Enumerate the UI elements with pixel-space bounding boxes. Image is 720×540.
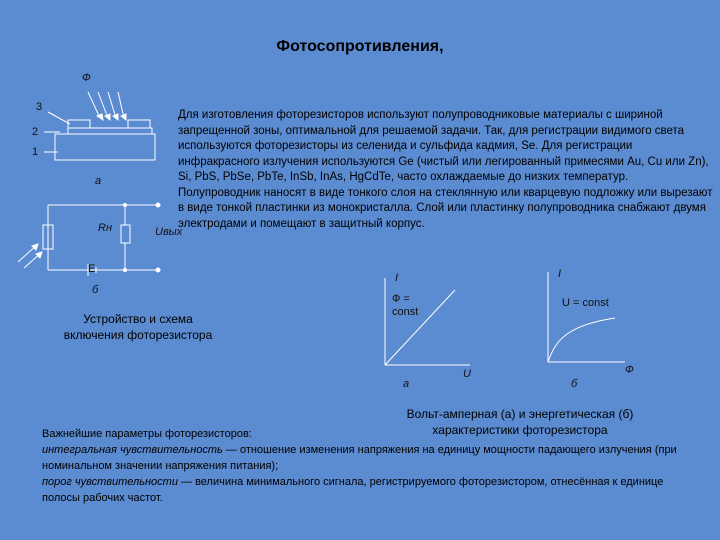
e-label: E: [88, 263, 96, 275]
graph1-condition-line2: const: [392, 306, 419, 318]
layer-3-label: 3: [36, 101, 43, 113]
parameter-1-text: — отношение изменения напряжения на единицу мощности падающего излучения (при номинальном значении напряжения питания);: [42, 444, 677, 472]
parameters-block: [42, 426, 682, 506]
parameter-1-term: интегральная чувствительность: [42, 444, 223, 456]
page-title: Фотосопротивления,: [276, 38, 444, 55]
layer-1-label: 1: [32, 146, 39, 158]
phi-label: Ф: [82, 72, 91, 84]
photoresistor-structure: [44, 112, 155, 160]
graph-energy: [548, 272, 625, 362]
graph1-ylabel: I: [395, 272, 399, 284]
sub-a-label: а: [95, 175, 102, 187]
description-paragraph: Для изготовления фоторезисторов используют полупроводниковые материалы с шириной запрещенной зоны, оптимальной для решаемой задачи. Так, для регистрации видимого света используются фоторезисторы из селенида и сульфида кадмия, Se. Для регистрации инфракрасного излучения используются Ge (чистый или легированный примесями Au, Cu или Zn), Si, PbS, PbSe, PbTe, InSb, InAs, HgCdTe, часто охлаждаемые до низких температур. Полупроводник наносят в виде тонкого слоя на стеклянную или кварцевую подложку или вырезают в виде тонкой пластинки из монокристалла. Слой или пластинку полупроводника снабжают двумя электродами и помещают в защитный корпус.: [178, 109, 713, 230]
graph2-xlabel: Ф: [625, 364, 634, 376]
parameter-2-term: порог чувствительности: [42, 476, 178, 488]
graph2-ylabel: I: [558, 268, 562, 280]
graph1-condition-line1: Ф =: [392, 293, 410, 305]
device-caption: [38, 311, 238, 343]
parameter-1: [42, 442, 682, 474]
device-caption-line2: включения фоторезистора: [63, 328, 213, 342]
graphs-caption-line1: Вольт-амперная (а) и энергетическая (б): [406, 407, 634, 421]
graph2-condition: U = const: [562, 297, 609, 309]
parameter-2: [42, 474, 682, 506]
graphs-caption-line2: характеристики фоторезистора: [432, 423, 608, 437]
rn-label: Rн: [98, 222, 112, 234]
parameter-2-text: — величина минимального сигнала, регистрируемого фоторезистором, отнесённая к единице полосы рабочих частот.: [42, 476, 664, 504]
device-caption-line1: Устройство и схема: [83, 312, 193, 326]
light-arrows: [88, 92, 126, 120]
uvyx-label: Uвых: [155, 226, 183, 238]
graph1-sub: а: [403, 378, 410, 390]
graph1-xlabel: U: [463, 368, 471, 380]
graph2-sub: б: [571, 378, 578, 390]
graph-iv: [385, 278, 470, 365]
parameters-heading: Важнейшие параметры фоторезисторов:: [42, 428, 252, 440]
layer-2-label: 2: [32, 126, 39, 138]
sub-b-label: б: [92, 284, 99, 296]
